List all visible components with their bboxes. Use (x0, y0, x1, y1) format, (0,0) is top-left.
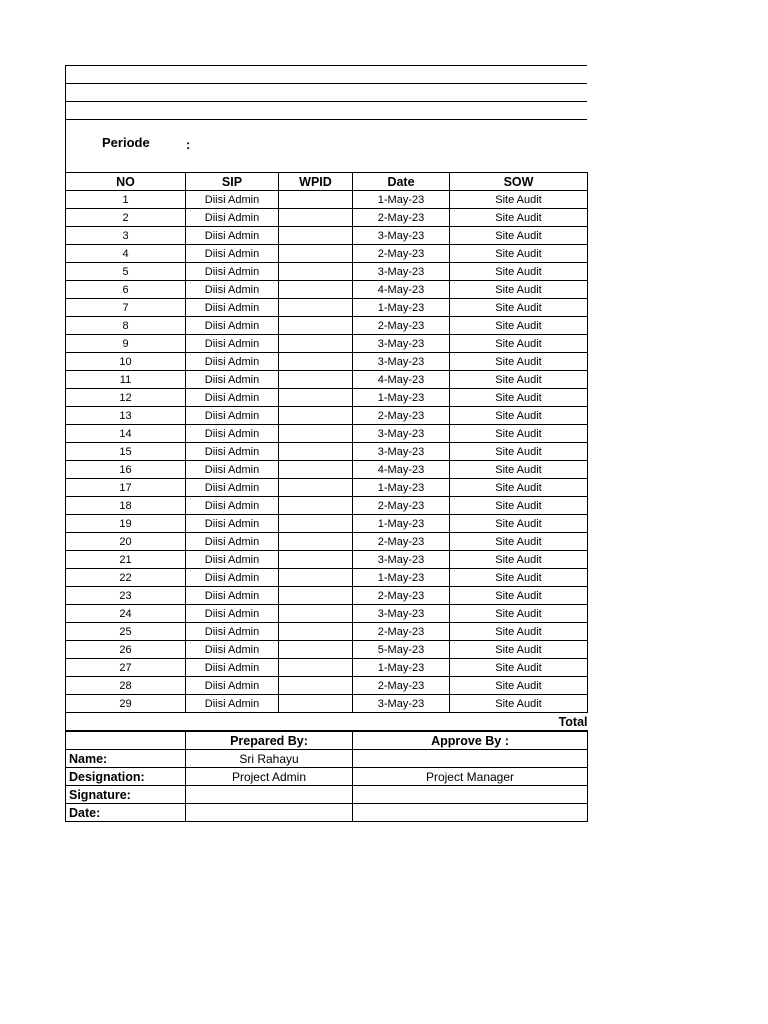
col-header-sow: SOW (450, 173, 588, 191)
cell-wpid (279, 587, 353, 605)
signoff-row (66, 750, 588, 768)
signoff-prepared: Project Admin (186, 768, 353, 786)
prepared-by-header: Prepared By: (186, 732, 353, 750)
cell-sow: Site Audit (450, 335, 588, 353)
cell-wpid (279, 245, 353, 263)
cell-date: 2-May-23 (353, 587, 450, 605)
cell-wpid (279, 425, 353, 443)
cell-wpid (279, 641, 353, 659)
cell-no: 14 (66, 425, 186, 443)
cell-date: 2-May-23 (353, 245, 450, 263)
cell-no: 4 (66, 245, 186, 263)
cell-sip: Diisi Admin (186, 353, 279, 371)
cell-date: 4-May-23 (353, 371, 450, 389)
table-row (66, 371, 588, 389)
cell-wpid (279, 533, 353, 551)
table-row (66, 659, 588, 677)
cell-sow: Site Audit (450, 515, 588, 533)
cell-wpid (279, 281, 353, 299)
cell-no: 11 (66, 371, 186, 389)
table-row (66, 281, 588, 299)
cell-sow: Site Audit (450, 191, 588, 209)
cell-wpid (279, 515, 353, 533)
cell-sip: Diisi Admin (186, 227, 279, 245)
cell-sip: Diisi Admin (186, 425, 279, 443)
signoff-header-row (66, 732, 588, 750)
cell-wpid (279, 263, 353, 281)
cell-sow: Site Audit (450, 623, 588, 641)
cell-sow: Site Audit (450, 533, 588, 551)
cell-date: 1-May-23 (353, 659, 450, 677)
cell-sow: Site Audit (450, 569, 588, 587)
cell-wpid (279, 677, 353, 695)
table-row (66, 389, 588, 407)
cell-date: 3-May-23 (353, 695, 450, 713)
cell-sip: Diisi Admin (186, 659, 279, 677)
cell-wpid (279, 497, 353, 515)
table-row (66, 317, 588, 335)
cell-date: 2-May-23 (353, 533, 450, 551)
signoff-prepared (186, 786, 353, 804)
cell-date: 1-May-23 (353, 299, 450, 317)
cell-date: 3-May-23 (353, 605, 450, 623)
table-row (66, 641, 588, 659)
cell-no: 26 (66, 641, 186, 659)
cell-sow: Site Audit (450, 425, 588, 443)
cell-wpid (279, 389, 353, 407)
cell-sow: Site Audit (450, 461, 588, 479)
table-row (66, 533, 588, 551)
table-row (66, 677, 588, 695)
cell-sow: Site Audit (450, 353, 588, 371)
cell-sow: Site Audit (450, 209, 588, 227)
cell-date: 4-May-23 (353, 461, 450, 479)
signoff-table (65, 731, 588, 822)
col-header-sip: SIP (186, 173, 279, 191)
cell-no: 1 (66, 191, 186, 209)
signoff-row (66, 768, 588, 786)
cell-wpid (279, 209, 353, 227)
cell-sip: Diisi Admin (186, 551, 279, 569)
cell-sip: Diisi Admin (186, 695, 279, 713)
cell-sip: Diisi Admin (186, 587, 279, 605)
cell-no: 3 (66, 227, 186, 245)
cell-wpid (279, 551, 353, 569)
cell-sow: Site Audit (450, 677, 588, 695)
col-header-no: NO (66, 173, 186, 191)
signoff-row (66, 804, 588, 822)
cell-no: 10 (66, 353, 186, 371)
table-row (66, 209, 588, 227)
cell-no: 16 (66, 461, 186, 479)
periode-colon: : (186, 137, 191, 152)
signoff-label: Designation: (66, 768, 186, 786)
cell-sip: Diisi Admin (186, 209, 279, 227)
cell-no: 29 (66, 695, 186, 713)
signoff-label: Name: (66, 750, 186, 768)
cell-sip: Diisi Admin (186, 389, 279, 407)
cell-sow: Site Audit (450, 479, 588, 497)
header-line-1 (65, 65, 587, 83)
periode-label: Periode (102, 135, 150, 150)
table-row (66, 425, 588, 443)
cell-wpid (279, 407, 353, 425)
cell-no: 5 (66, 263, 186, 281)
cell-sow: Site Audit (450, 587, 588, 605)
cell-wpid (279, 227, 353, 245)
header-line-2 (65, 83, 587, 101)
cell-date: 3-May-23 (353, 443, 450, 461)
signoff-approve (353, 804, 588, 822)
signoff-approve: Project Manager (353, 768, 588, 786)
cell-sip: Diisi Admin (186, 371, 279, 389)
cell-date: 4-May-23 (353, 281, 450, 299)
cell-no: 23 (66, 587, 186, 605)
table-row (66, 263, 588, 281)
cell-wpid (279, 569, 353, 587)
total-row (66, 713, 588, 731)
cell-no: 27 (66, 659, 186, 677)
cell-sip: Diisi Admin (186, 605, 279, 623)
cell-sow: Site Audit (450, 605, 588, 623)
table-row (66, 497, 588, 515)
table-row (66, 623, 588, 641)
cell-date: 3-May-23 (353, 335, 450, 353)
cell-no: 8 (66, 317, 186, 335)
table-row (66, 605, 588, 623)
cell-sip: Diisi Admin (186, 461, 279, 479)
cell-date: 2-May-23 (353, 407, 450, 425)
cell-sip: Diisi Admin (186, 263, 279, 281)
signoff-prepared: Sri Rahayu (186, 750, 353, 768)
cell-date: 3-May-23 (353, 551, 450, 569)
table-row (66, 695, 588, 713)
signoff-approve (353, 750, 588, 768)
cell-date: 2-May-23 (353, 623, 450, 641)
cell-wpid (279, 461, 353, 479)
cell-sow: Site Audit (450, 659, 588, 677)
cell-sip: Diisi Admin (186, 497, 279, 515)
cell-wpid (279, 299, 353, 317)
cell-date: 2-May-23 (353, 317, 450, 335)
cell-date: 3-May-23 (353, 353, 450, 371)
cell-sow: Site Audit (450, 497, 588, 515)
approve-by-header: Approve By : (353, 732, 588, 750)
cell-sow: Site Audit (450, 443, 588, 461)
signoff-corner (66, 732, 186, 750)
cell-date: 3-May-23 (353, 425, 450, 443)
table-row (66, 551, 588, 569)
table-row (66, 461, 588, 479)
cell-sip: Diisi Admin (186, 623, 279, 641)
table-row (66, 443, 588, 461)
periode-block (65, 119, 587, 172)
cell-wpid (279, 659, 353, 677)
cell-no: 6 (66, 281, 186, 299)
cell-sow: Site Audit (450, 281, 588, 299)
cell-sow: Site Audit (450, 551, 588, 569)
cell-sow: Site Audit (450, 263, 588, 281)
report-sheet (65, 65, 587, 822)
cell-wpid (279, 371, 353, 389)
cell-date: 1-May-23 (353, 515, 450, 533)
table-row (66, 245, 588, 263)
audit-table (65, 172, 588, 731)
col-header-date: Date (353, 173, 450, 191)
cell-sip: Diisi Admin (186, 407, 279, 425)
cell-wpid (279, 623, 353, 641)
cell-date: 1-May-23 (353, 191, 450, 209)
cell-sow: Site Audit (450, 695, 588, 713)
cell-sip: Diisi Admin (186, 281, 279, 299)
table-header-row (66, 173, 588, 191)
header-line-3 (65, 101, 587, 119)
col-header-wpid: WPID (279, 173, 353, 191)
signoff-label: Date: (66, 804, 186, 822)
cell-sip: Diisi Admin (186, 443, 279, 461)
cell-no: 9 (66, 335, 186, 353)
cell-date: 1-May-23 (353, 389, 450, 407)
table-row (66, 569, 588, 587)
cell-wpid (279, 479, 353, 497)
cell-no: 12 (66, 389, 186, 407)
cell-no: 28 (66, 677, 186, 695)
cell-no: 21 (66, 551, 186, 569)
table-row (66, 335, 588, 353)
cell-sow: Site Audit (450, 389, 588, 407)
cell-date: 1-May-23 (353, 479, 450, 497)
cell-sow: Site Audit (450, 245, 588, 263)
table-body (66, 191, 588, 713)
table-row (66, 515, 588, 533)
cell-sip: Diisi Admin (186, 335, 279, 353)
table-row (66, 299, 588, 317)
cell-no: 19 (66, 515, 186, 533)
cell-wpid (279, 695, 353, 713)
cell-no: 17 (66, 479, 186, 497)
cell-date: 3-May-23 (353, 263, 450, 281)
cell-sow: Site Audit (450, 371, 588, 389)
signoff-row (66, 786, 588, 804)
cell-date: 2-May-23 (353, 209, 450, 227)
cell-sip: Diisi Admin (186, 641, 279, 659)
cell-wpid (279, 317, 353, 335)
cell-sow: Site Audit (450, 641, 588, 659)
cell-sip: Diisi Admin (186, 569, 279, 587)
total-label: Total (66, 713, 588, 731)
cell-wpid (279, 605, 353, 623)
cell-date: 2-May-23 (353, 497, 450, 515)
cell-sip: Diisi Admin (186, 245, 279, 263)
table-row (66, 479, 588, 497)
cell-wpid (279, 443, 353, 461)
cell-no: 20 (66, 533, 186, 551)
cell-wpid (279, 191, 353, 209)
cell-no: 22 (66, 569, 186, 587)
cell-no: 7 (66, 299, 186, 317)
cell-date: 1-May-23 (353, 569, 450, 587)
cell-date: 5-May-23 (353, 641, 450, 659)
cell-sip: Diisi Admin (186, 533, 279, 551)
cell-sip: Diisi Admin (186, 515, 279, 533)
table-row (66, 407, 588, 425)
cell-no: 2 (66, 209, 186, 227)
cell-wpid (279, 335, 353, 353)
cell-date: 3-May-23 (353, 227, 450, 245)
cell-sow: Site Audit (450, 317, 588, 335)
cell-no: 24 (66, 605, 186, 623)
cell-no: 18 (66, 497, 186, 515)
cell-sow: Site Audit (450, 407, 588, 425)
table-row (66, 353, 588, 371)
cell-sow: Site Audit (450, 227, 588, 245)
cell-wpid (279, 353, 353, 371)
cell-no: 15 (66, 443, 186, 461)
signoff-prepared (186, 804, 353, 822)
cell-sip: Diisi Admin (186, 299, 279, 317)
table-row (66, 191, 588, 209)
table-row (66, 227, 588, 245)
cell-sip: Diisi Admin (186, 191, 279, 209)
signoff-approve (353, 786, 588, 804)
cell-sip: Diisi Admin (186, 317, 279, 335)
table-row (66, 587, 588, 605)
cell-date: 2-May-23 (353, 677, 450, 695)
cell-sow: Site Audit (450, 299, 588, 317)
cell-no: 13 (66, 407, 186, 425)
cell-sip: Diisi Admin (186, 677, 279, 695)
signoff-label: Signature: (66, 786, 186, 804)
cell-sip: Diisi Admin (186, 479, 279, 497)
cell-no: 25 (66, 623, 186, 641)
